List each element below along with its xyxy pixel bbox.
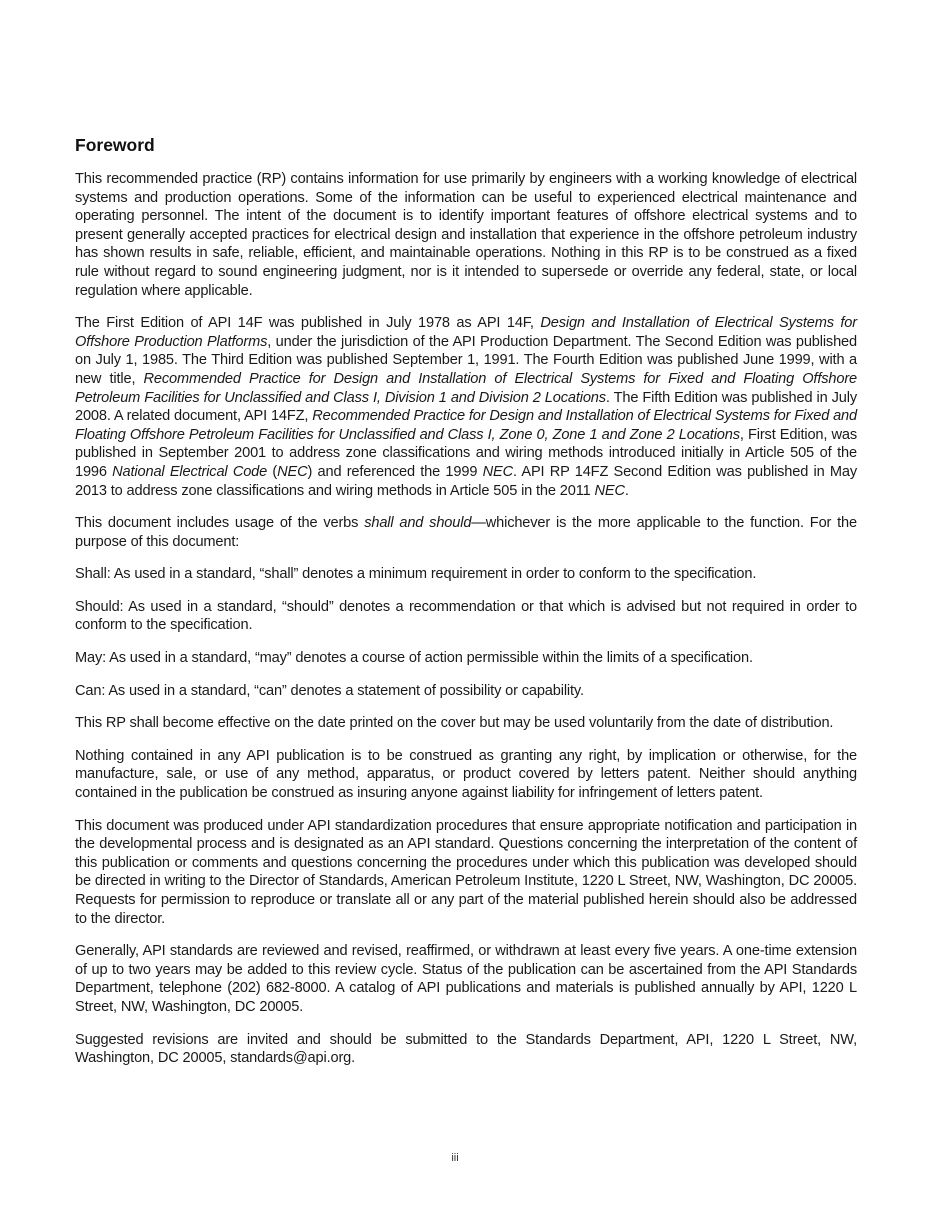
page-number: iii [451,1152,459,1164]
text-segment: This document was produced under API standardization procedures that ensure appropriate notification and participation in the developmental process and is designated as an API standard. Questions concerning the interpretation of the content of this publication or comments and questions concerning the procedures under which this publication was developed should be directed in writing to the Director of Standards, American Petroleum Institute, 1220 L Street, NW, Washington, DC 20005. Requests for permission to reproduce or translate all or any part of the material published herein should also be addressed to the director. [75,817,857,927]
text-segment: ( [267,463,278,480]
text-segment: . API RP 14FZ Second Edition was published in May 2013 to address zone classifications and wiring methods in Article 505 in the 2011 [75,463,857,499]
text-segment: This document includes usage of the verbs [75,515,365,532]
paragraph [75,598,857,635]
paragraph [75,817,857,929]
text-segment: Suggested revisions are invited and should be submitted to the Standards Department, API, 1220 L Street, NW, Washington, DC 20005, standards@api.org. [75,1031,857,1067]
paragraph-list [75,170,857,1068]
section-heading: Foreword [75,135,155,155]
text-segment: This recommended practice (RP) contains information for use primarily by engineers with a working knowledge of electrical systems and production operations. Some of the information can be useful to experienced electrical maintenance and operating personnel. The intent of the document is to identify important features of offshore electrical systems and to present generally accepted practices for electrical design and installation that experience in the offshore petroleum industry has shown results in safe, reliable, efficient, and maintainable operations. Nothing in this RP is to be construed as a fixed rule without regard to sound engineering judgment, nor is it intended to supersede or override any federal, state, or local regulation where applicable. [75,171,857,299]
italic-text: shall and should [364,515,472,532]
text-segment: This RP shall become effective on the date printed on the cover but may be used voluntarily from the date of distribution. [75,715,834,732]
text-segment: —whichever is the more applicable to the function. For the purpose of this document: [75,515,857,550]
italic-text: Recommended Practice for Design and Installation of Electrical Systems for Fixed and Floating Offshore Petroleum Facilities for Unclassified and Class I, Zone 0, Zone 1 and Zone 2 Locations [75,408,857,443]
paragraph [75,747,857,803]
paragraph [75,1031,857,1068]
paragraph [75,514,857,551]
text-segment: Nothing contained in any API publication is to be construed as granting any right, by implication or otherwise, for the manufacture, sale, or use of any method, apparatus, or product covered by letters patent. Neither should anything contained in the publication be construed as insuring anyone against liability for infringement of letters patent. [75,747,857,802]
paragraph [75,565,857,584]
italic-text: NEC [482,463,513,480]
document-page [75,134,857,1082]
text-segment: Should: As used in a standard, “should” denotes a recommendation or that which is advised but not required in order to conform to the specification. [75,598,857,634]
text-segment: , First Edition, was published in September 2001 to address zone classifications and wiring methods introduced initially in Article 505 of the 1996 [75,426,857,480]
italic-text: National Electrical Code [112,463,268,480]
text-segment: May: As used in a standard, “may” denotes a course of action permissible within the limits of a specification. [75,650,753,667]
text-segment: Shall: As used in a standard, “shall” denotes a minimum requirement in order to conform to the specification. [75,566,757,583]
paragraph [75,714,857,733]
text-segment: The First Edition of API 14F was published in July 1978 as API 14F, [75,315,541,332]
italic-text: NEC [594,482,625,499]
text-segment: . The Fifth Edition was published in July 2008. A related document, API 14FZ, [75,389,857,425]
text-segment: ) and referenced the 1999 [307,463,483,480]
italic-text: NEC [277,463,308,480]
text-segment: Generally, API standards are reviewed and revised, reaffirmed, or withdrawn at least every five years. A one-time extension of up to two years may be added to this review cycle. Status of the publication can be ascertained from the API Standards Department, telephone (202) 682-8000. A catalog of API publications and materials is published annually by API, 1220 L Street, NW, Washington, DC 20005. [75,943,857,1015]
paragraph [75,170,857,300]
text-segment: . [624,482,629,499]
text-segment: Can: As used in a standard, “can” denotes a statement of possibility or capability. [75,682,584,699]
paragraph [75,682,857,701]
paragraph [75,649,857,668]
italic-text: Design and Installation of Electrical Systems for Offshore Production Platforms [75,315,857,350]
text-segment: , under the jurisdiction of the API Production Department. The Second Edition was published on July 1, 1985. The Third Edition was published September 1, 1991. The Fourth Edition was published June 1999, with a new title, [75,333,857,387]
italic-text: Recommended Practice for Design and Installation of Electrical Systems for Fixed and Floating Offshore Petroleum Facilities for Unclassified and Class I, Division 1 and Division 2 Locations [75,370,857,406]
paragraph [75,314,857,500]
paragraph [75,942,857,1016]
